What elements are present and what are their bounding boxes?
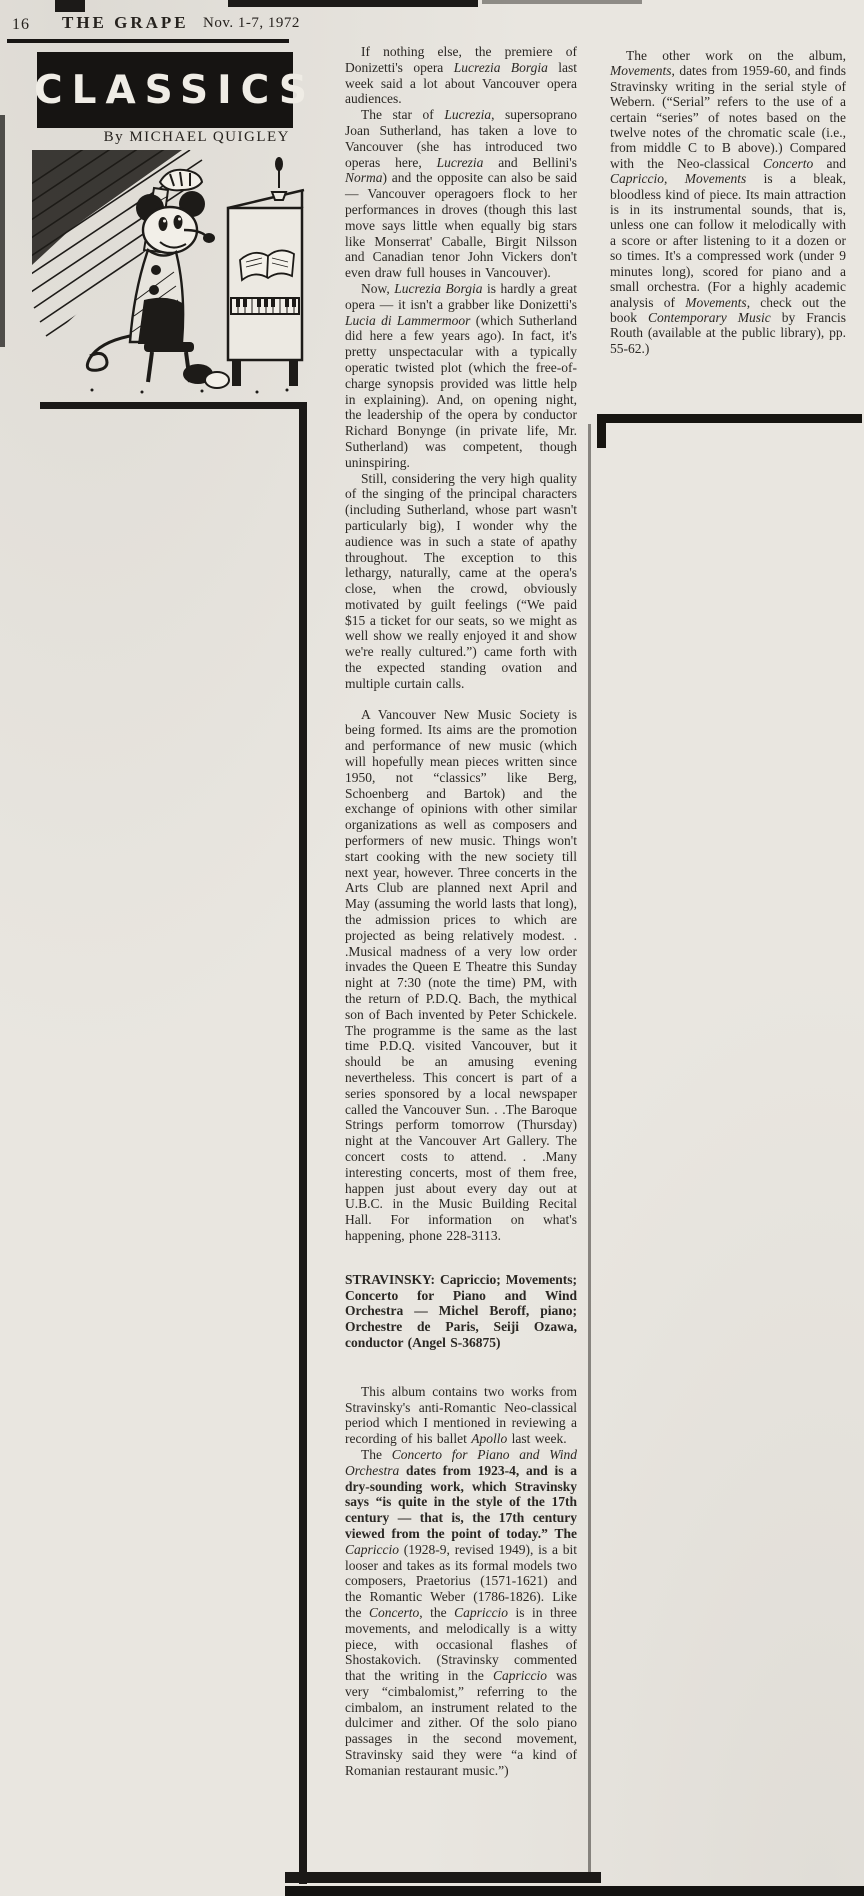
article-paragraph: Still, considering the very high quality of the singing of the principal characters (including Sutherland, whose part wasn't particularly big), I wonder why the audience was in such a state of apathy throughout. The exception to this lethargy, naturally, came at the opera's close, when the crowd, obviously motivated by guilt feelings (“We paid $15 a ticket for our seats, so we might as well show we really enjoyed it and show we're really cultured.”) came forth with the expected standing ovation and multiple curtain calls. (345, 470, 577, 691)
article-paragraph: The star of Lucrezia, supersoprano Joan Sutherland, has taken a love to Vancouver (she has introduced two operas here, Lucrezia and Bellini's Norma) and the opposite can also be said — Vancouver operagoers flock to her performances in droves (though this last move says little when equally big stars like Monserrat' Caballe, Birgit Nilsson and Canadian tenor John Vickers don't even draw full houses in Vancouver). (345, 107, 577, 281)
middle-column-right-border (588, 424, 591, 1876)
header-rule (7, 39, 289, 43)
right-column-bottom-rule (597, 414, 862, 423)
article-paragraph: The Concerto for Piano and Wind Orchestra dates from 1923-4, and is a dry-sounding work, which Stravinsky says “is quite in the style of the 17th century — that is, the 17th century viewed from the point of today.” The Capriccio (1928-9, revised 1949), is a bit looser and takes as its formal models two composers, Praetorius (1571-1621) and the Romantic Weber (1786-1826). Like the Concerto, the Capriccio is in three movements, and melodically is a witty piece, with occasional flashes of Shostakovich. (Stravinsky commented that the writing in the Capriccio was very “cimbalomist,” referring to the cimbalom, an instrument related to the dulcimer and zither. Of the solo piano passages in the second movement, Stravinsky said they were “a kind of Romanian restaurant music.”) (345, 1446, 577, 1778)
scan-artifact (482, 0, 642, 4)
page-bottom-edge (285, 1886, 864, 1896)
middle-column-left-border (299, 402, 307, 1884)
scan-artifact (55, 0, 85, 12)
article-paragraph: If nothing else, the premiere of Donizetti's opera Lucrezia Borgia last week said a lot about Vancouver opera audiences. (345, 44, 578, 107)
mouse-at-piano-cartoon (32, 150, 305, 394)
album-review-heading: STRAVINSKY: Capriccio; Movements; Concerto for Piano and Wind Orchestra — Michel Beroff, piano; Orchestre de Paris, Seiji Ozawa, conductor (Angel S-36875) (345, 1271, 577, 1350)
page-number: 16 (12, 16, 30, 33)
scan-artifact (228, 0, 478, 7)
issue-date: Nov. 1-7, 1972 (203, 15, 300, 31)
article-paragraph: Now, Lucrezia Borgia is hardly a great opera — it isn't a grabber like Donizetti's Lucia di Lammermoor (which Sutherland did here a few years ago). In fact, it's pretty unspectacular with a typically operatic twisted plot (which the free-of-charge synopsis provided was little help in explaining). And, on opening night, the leadership of the opera by conductor Richard Bonynge (in private life, Mr. Sutherland) was competent, though uninspiring. (345, 280, 578, 470)
masthead: THE GRAPE (62, 13, 189, 32)
scan-artifact (0, 115, 5, 347)
article-paragraph: The other work on the album, Movements, dates from 1959-60, and finds Stravinsky writing in the serial style of Webern. (“Serial” refers to the use of a certain “series” of notes based on the twelve notes of the chromatic scale (i.e., from middle C to B above).) Compared with the Neo-classical Concerto and Capriccio, Movements is a bleak, bloodless kind of piece. Its main attraction is in its instrumental sounds, that is, unless one can follow it melodically with a score or after listening to it a dozen or so times. It's a compressed work (under 9 minutes long), scored for piano and a small orchestra. (For a highly academic analysis of Movements, check out the book Contemporary Music by Francis Routh (available at the public library), pp. 55-62.) (610, 48, 847, 356)
article-paragraph: This album contains two works from Stravinsky's anti-Romantic Neo-classical period which I mentioned in reviewing a recording of his ballet Apollo last week. (345, 1383, 577, 1447)
under-cartoon-rule (40, 402, 307, 409)
column-title-banner (33, 53, 317, 127)
middle-column-bottom-rule (285, 1872, 601, 1883)
article-paragraph: A Vancouver New Music Society is being formed. Its aims are the promotion and performance of new music (which will hopefully mean pieces written since 1950, not “classics” like Berg, Schoenberg and Bartok) and the exchange of opinions with other similar organizations as well as composers and performers of new music. Things won't start cooking with the new society till next year, however. Three concerts in the Arts Club are planned next April and May (assuming the world lasts that long), the admission prices to which are projected as being relatively modest. . .Musical madness of a very low order invades the Queen E Theatre this Sunday night at 7:30 (note the time) PM, with the return of P.D.Q. Bach, the mythical son of Bach invented by Peter Schickele. The programme is the same as the last time P.D.Q. visited Vancouver, but it should be an amusing evening nevertheless. This concert is part of a series sponsored by a local newspaper called the Vancouver Sun. . .The Baroque Strings perform tomorrow (Thursday) night at the Vancouver Art Gallery. The concert costs to attend. . .Many interesting concerts, most of them free, happen just about every day out at U.B.C. in the Music Building Recital Hall. For information on what's happening, phone 228-3113. (345, 706, 577, 1243)
byline: By MICHAEL QUIGLEY (103, 129, 290, 145)
column-title: CLASSICS (33, 67, 317, 113)
right-column-rule-corner (597, 414, 606, 448)
article-middle-column (345, 44, 577, 1779)
article-right-column (610, 48, 846, 356)
